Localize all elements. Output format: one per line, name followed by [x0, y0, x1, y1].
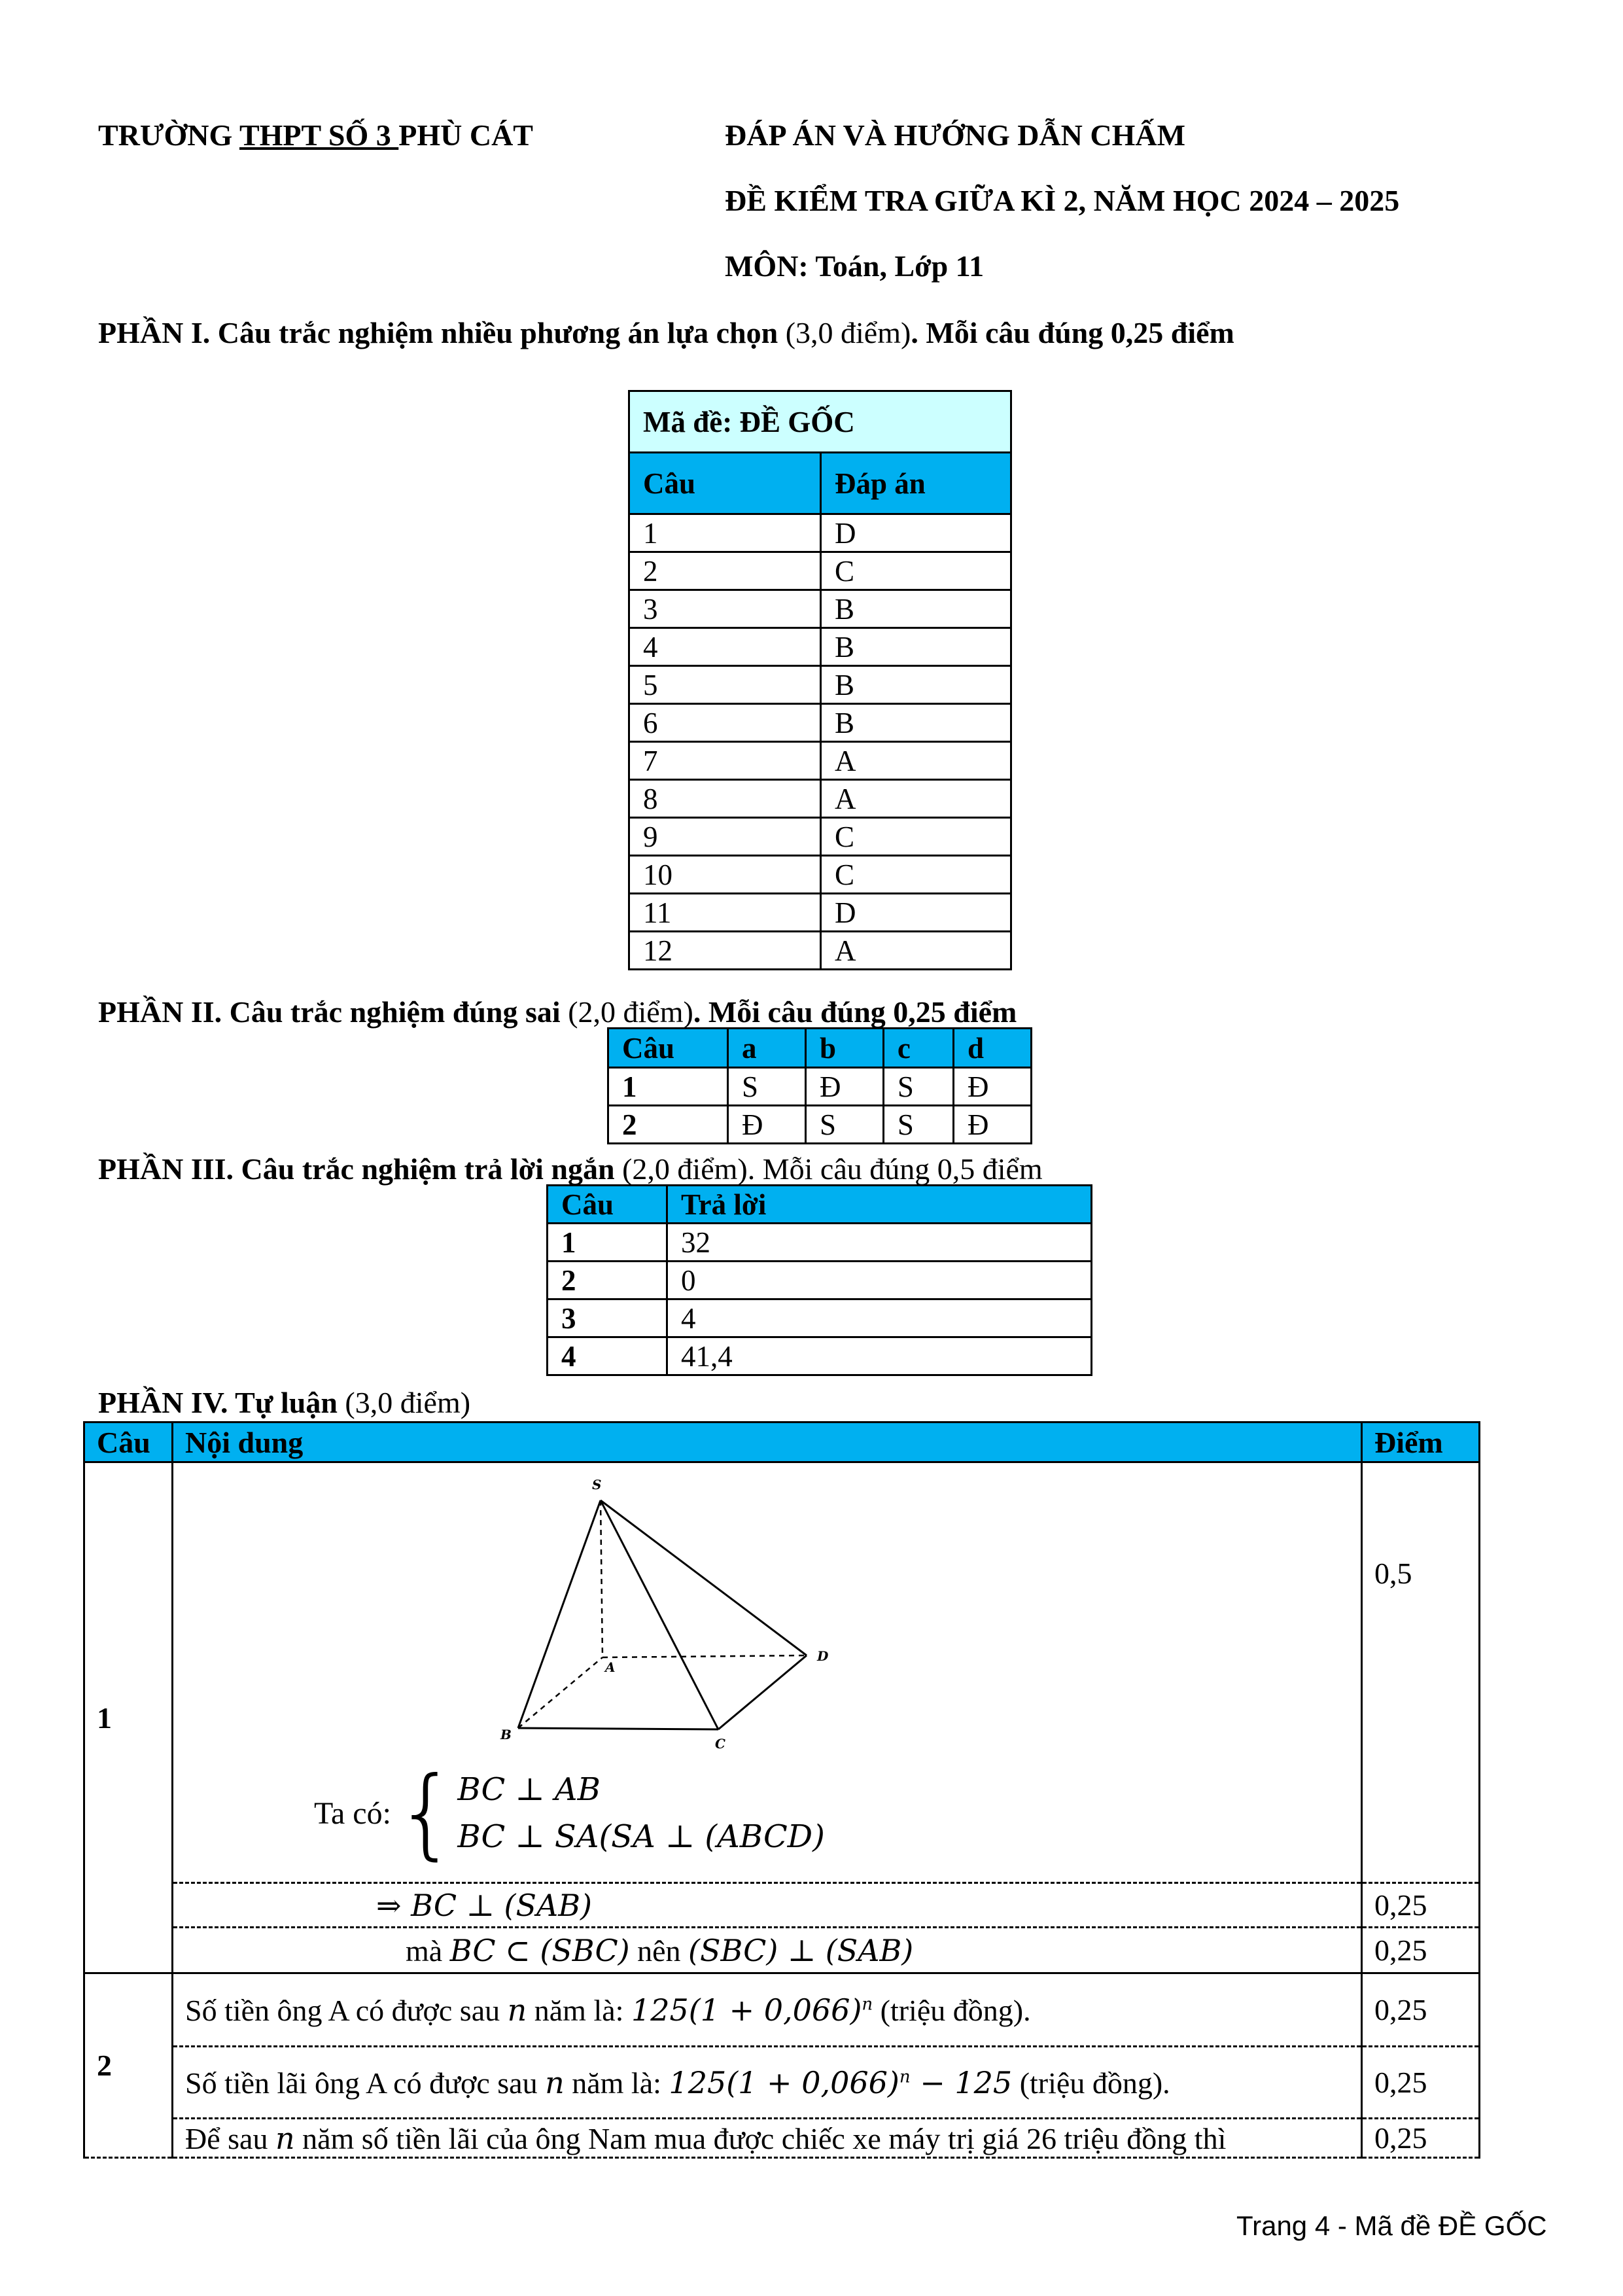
answer-letter: D — [821, 514, 1011, 552]
p4-q1-score-3: 0,25 — [1362, 1928, 1480, 1973]
part2-answer-table — [607, 1027, 1032, 1144]
answer-letter: C — [821, 818, 1011, 856]
question-number: 8 — [629, 780, 821, 818]
answer-letter: A — [821, 780, 1011, 818]
table-row — [629, 704, 1011, 742]
exam-code-header: Mã đề: ĐỀ GỐC — [629, 391, 1011, 453]
p4-q1-number: 1 — [84, 1462, 173, 1973]
question-number: 2 — [629, 552, 821, 590]
question-number: 1 — [608, 1068, 728, 1106]
p4-q1-score-2: 0,25 — [1362, 1883, 1480, 1928]
part1-answer-table — [628, 390, 1012, 970]
p3-col-question: Câu — [548, 1186, 667, 1224]
question-number: 10 — [629, 856, 821, 894]
label-c: C — [715, 1736, 725, 1752]
part3-heading: PHẦN III. Câu trắc nghiệm trả lời ngắn (2,0 điểm). Mỗi câu đúng 0,5 điểm — [98, 1152, 1043, 1186]
part3-answer-table — [546, 1184, 1092, 1376]
table-row — [629, 856, 1011, 894]
edge-cd — [718, 1655, 807, 1729]
p2-header-cell: Câu — [608, 1029, 728, 1068]
answer-letter: A — [821, 932, 1011, 970]
table-row — [629, 666, 1011, 704]
school-suffix: PHÙ CÁT — [398, 118, 533, 152]
question-number: 2 — [548, 1262, 667, 1299]
q1-line2: BC ⊥ SA(SA ⊥ (ABCD) — [457, 1818, 825, 1855]
part4-heading: PHẦN IV. Tự luận (3,0 điểm) — [98, 1386, 471, 1419]
part4-table — [83, 1421, 1480, 2159]
table-row — [629, 932, 1011, 970]
p4-q2-score-1: 0,25 — [1362, 1973, 1480, 2047]
true-false-cell: Đ — [954, 1068, 1032, 1106]
brace-icon: { — [394, 1756, 458, 1870]
label-s: S — [592, 1477, 602, 1492]
school-underlined: THPT SỐ 3 — [239, 118, 399, 152]
true-false-cell: Đ — [728, 1106, 806, 1144]
answer-letter: C — [821, 856, 1011, 894]
table-row — [608, 1106, 1032, 1144]
edge-sc — [601, 1500, 718, 1729]
school-name — [98, 118, 533, 152]
answer-letter: B — [821, 704, 1011, 742]
p4-q2-number: 2 — [84, 1973, 173, 2158]
q1-system-lines — [457, 1771, 825, 1855]
part2-header-row — [608, 1029, 1032, 1068]
true-false-cell: S — [883, 1068, 953, 1106]
question-number: 11 — [629, 894, 821, 932]
p4-q1-row-3 — [84, 1928, 1480, 1973]
edge-bc — [518, 1728, 718, 1729]
p4-q1-score-1: 0,5 — [1362, 1462, 1480, 1883]
question-number: 1 — [548, 1224, 667, 1262]
table-row — [629, 780, 1011, 818]
q1-line1: BC ⊥ AB — [457, 1771, 601, 1808]
page-footer: Trang 4 - Mã đề ĐỀ GỐC — [1236, 2210, 1547, 2241]
true-false-cell: S — [883, 1106, 953, 1144]
true-false-cell: Đ — [954, 1106, 1032, 1144]
answer-letter: A — [821, 742, 1011, 780]
table-row — [629, 894, 1011, 932]
p4-q2-content-1: Số tiền ông A có được sau n năm là: $125(1 + 0,066)^n$ (triệu đồng). — [173, 1973, 1362, 2047]
true-false-cell: S — [805, 1106, 883, 1144]
question-number: 5 — [629, 666, 821, 704]
question-number: 9 — [629, 818, 821, 856]
doc-title-1: ĐÁP ÁN VÀ HƯỚNG DẪN CHẤM — [725, 118, 1186, 152]
label-b: B — [500, 1727, 512, 1742]
col-answer-header: Đáp án — [821, 453, 1011, 514]
p4-q1-content-3: mà BC ⊂ (SBC) nên (SBC) ⊥ (SAB) — [173, 1928, 1362, 1973]
p4-q2-row-2 — [84, 2047, 1480, 2119]
true-false-cell: S — [728, 1068, 806, 1106]
p2-header-cell: c — [883, 1029, 953, 1068]
p4-q2-content-2: Số tiền lãi ông A có được sau n năm là: $125(1 + 0,066)^n - 125$ (triệu đồng). — [173, 2047, 1362, 2119]
p4-q2-score-2: 0,25 — [1362, 2047, 1480, 2119]
doc-title-2: ĐỀ KIỂM TRA GIỮA KÌ 2, NĂM HỌC 2024 – 2025 — [725, 184, 1400, 217]
p2-header-cell: b — [805, 1029, 883, 1068]
edge-ad-hidden — [602, 1655, 807, 1657]
part1-rows — [629, 514, 1011, 970]
p4-q1-content-2: ⇒ BC ⊥ (SAB) — [173, 1883, 1362, 1928]
table-row — [629, 514, 1011, 552]
p2-header-cell: d — [954, 1029, 1032, 1068]
part1-heading: PHẦN I. Câu trắc nghiệm nhiều phương án lựa chọn (3,0 điểm). Mỗi câu đúng 0,25 điểm — [98, 316, 1234, 349]
p4-q2-row-3 — [84, 2119, 1480, 2158]
table-row — [608, 1068, 1032, 1106]
part2-heading: PHẦN II. Câu trắc nghiệm đúng sai (2,0 điểm). Mỗi câu đúng 0,25 điểm — [98, 995, 1017, 1029]
label-d: D — [817, 1648, 829, 1664]
answer-letter: B — [821, 628, 1011, 666]
question-number: 1 — [629, 514, 821, 552]
school-prefix: TRƯỜNG — [98, 118, 239, 152]
table-row — [629, 742, 1011, 780]
p4-q2-score-3: 0,25 — [1362, 2119, 1480, 2158]
question-number: 3 — [629, 590, 821, 628]
col-question-header: Câu — [629, 453, 821, 514]
answer-letter: D — [821, 894, 1011, 932]
label-a: A — [605, 1659, 616, 1675]
p4-col-score: Điểm — [1362, 1422, 1480, 1462]
short-answer: 0 — [667, 1262, 1092, 1299]
p4-q1-row-1 — [84, 1462, 1480, 1883]
p4-col-content: Nội dung — [173, 1422, 1362, 1462]
true-false-cell: Đ — [805, 1068, 883, 1106]
short-answer: 32 — [667, 1224, 1092, 1262]
edge-sa-hidden — [601, 1500, 602, 1657]
question-number: 12 — [629, 932, 821, 970]
table-row — [629, 818, 1011, 856]
question-number: 7 — [629, 742, 821, 780]
edge-sd — [601, 1500, 807, 1655]
table-row — [629, 552, 1011, 590]
question-number: 4 — [548, 1337, 667, 1375]
p4-q2-content-3: Để sau n năm số tiền lãi của ông Nam mua được chiếc xe máy trị giá 26 triệu đồng thì — [173, 2119, 1362, 2158]
question-number: 4 — [629, 628, 821, 666]
part3-rows — [548, 1224, 1092, 1375]
doc-title-3: MÔN: Toán, Lớp 11 — [725, 249, 985, 283]
answer-letter: B — [821, 590, 1011, 628]
p4-q1-row-2 — [84, 1883, 1480, 1928]
short-answer: 41,4 — [667, 1337, 1092, 1375]
table-row — [548, 1262, 1092, 1299]
table-row — [629, 628, 1011, 666]
table-row — [548, 1299, 1092, 1337]
question-number: 2 — [608, 1106, 728, 1144]
part2-rows — [608, 1068, 1032, 1144]
q1-system — [314, 1756, 825, 1870]
question-number: 6 — [629, 704, 821, 742]
answer-letter: C — [821, 552, 1011, 590]
p4-q1-content-1 — [173, 1462, 1362, 1883]
p4-col-question: Câu — [84, 1422, 173, 1462]
pyramid-figure — [396, 1471, 867, 1759]
p2-header-cell: a — [728, 1029, 806, 1068]
table-row — [548, 1337, 1092, 1375]
p3-col-answer: Trả lời — [667, 1186, 1092, 1224]
answer-letter: B — [821, 666, 1011, 704]
question-number: 3 — [548, 1299, 667, 1337]
p4-header-row — [84, 1422, 1480, 1462]
p4-q2-row-1 — [84, 1973, 1480, 2047]
short-answer: 4 — [667, 1299, 1092, 1337]
q1-ta-co: Ta có: — [314, 1795, 391, 1831]
table-row — [629, 590, 1011, 628]
table-row — [548, 1224, 1092, 1262]
